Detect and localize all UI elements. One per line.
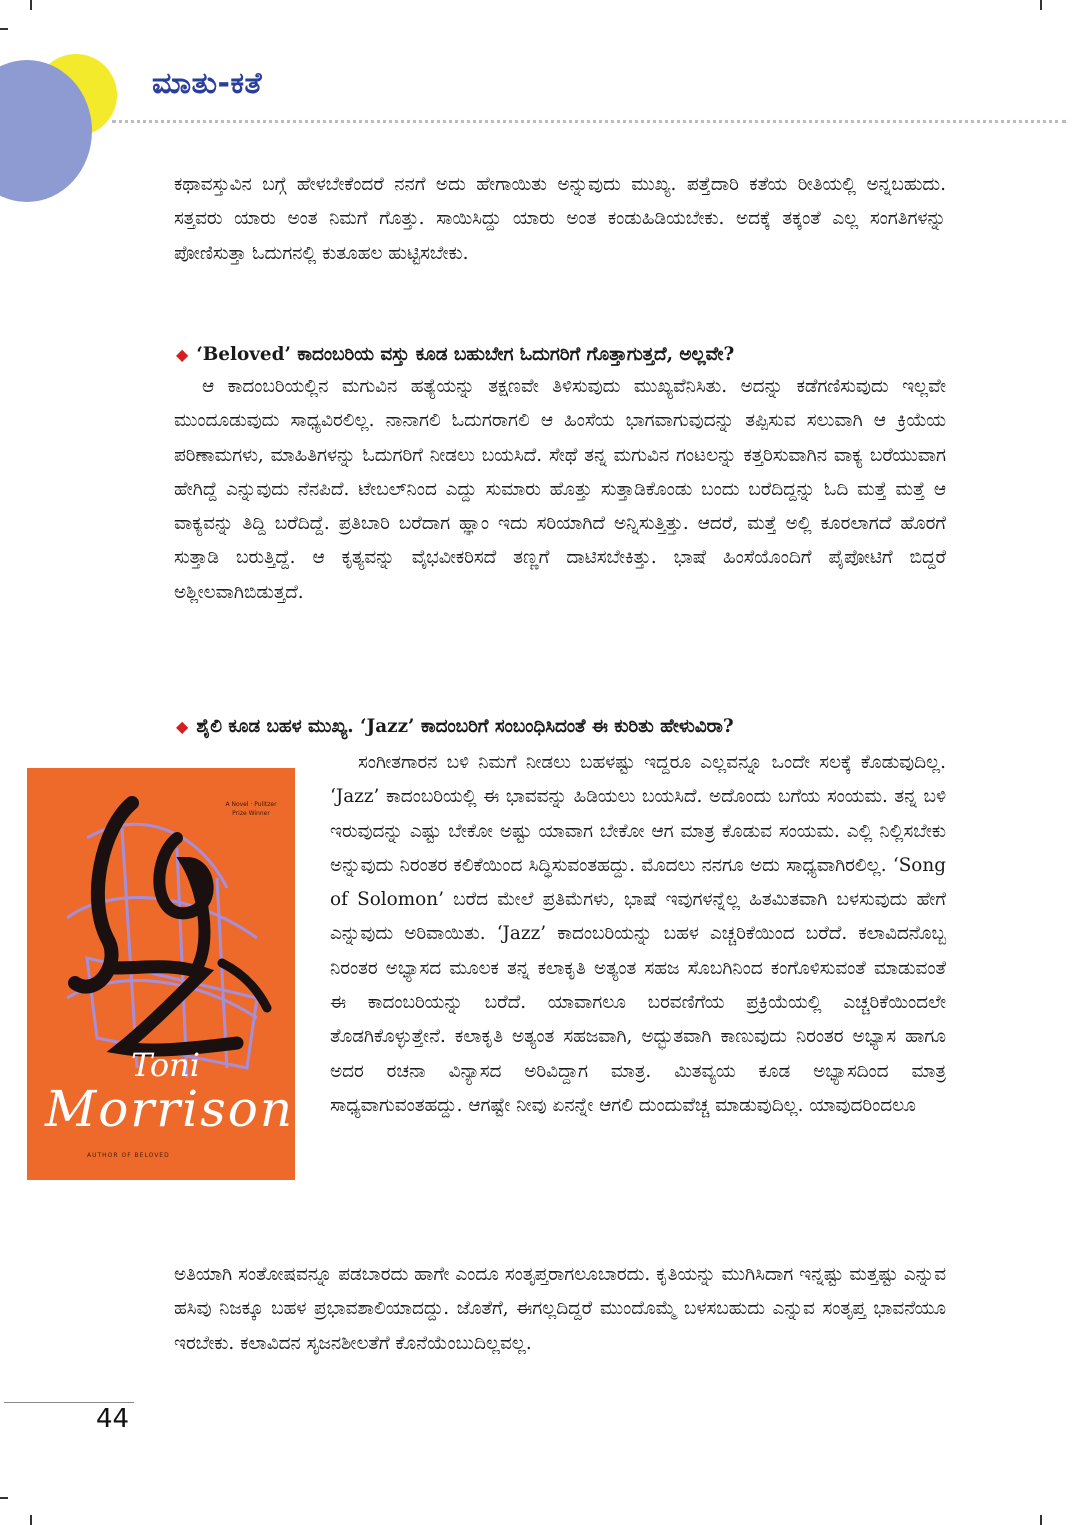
- intro-paragraph: ಕಥಾವಸ್ತುವಿನ ಬಗ್ಗೆ ಹೇಳಬೇಕೆಂದರೆ ನನಗೆ ಅದು ಹೇಗಾಯಿತು ಅನ್ನುವುದು ಮುಖ್ಯ. ಪತ್ತೆದಾರಿ ಕತೆಯ ರೀತಿಯಲ್ಲಿ ಅನ್ನಬಹುದು. ಸತ್ತವರು ಯಾರು ಅಂತ ನಿಮಗೆ ಗೊತ್ತು. ಸಾಯಿಸಿದ್ದು ಯಾರು ಅಂತ ಕಂಡುಹಿಡಿಯಬೇಕು. ಅದಕ್ಕೆ ತಕ್ಕಂತೆ ಎಲ್ಲ ಸಂಗತಿಗಳನ್ನು ಪೋಣಿಸುತ್ತಾ ಓದುಗನಲ್ಲಿ ಕುತೂಹಲ ಹುಟ್ಟಿಸಬೇಕು.: [174, 174, 946, 264]
- question-jazz: [176, 710, 734, 744]
- jazz-book-cover-image: [27, 768, 295, 1180]
- crop-mark: [0, 1497, 8, 1499]
- diamond-bullet-icon: ◆: [176, 717, 189, 736]
- page-number: 44: [96, 1404, 130, 1434]
- header-dotted-rule: [112, 120, 1066, 123]
- book-author-last-name: Morrison: [45, 1080, 295, 1138]
- answer-jazz-side: ಸಂಗೀತಗಾರನ ಬಳಿ ನಿಮಗೆ ನೀಡಲು ಬಹಳಷ್ಟು ಇದ್ದರೂ ಎಲ್ಲವನ್ನೂ ಒಂದೇ ಸಲಕ್ಕೆ ಕೊಡುವುದಿಲ್ಲ. ‘Jazz’ ಕಾದಂಬರಿಯಲ್ಲಿ ಈ ಭಾವವನ್ನು ಹಿಡಿಯಲು ಬಯಸಿದೆ. ಅದೊಂದು ಬಗೆಯ ಸಂಯಮ. ತನ್ನ ಬಳಿ ಇರುವುದನ್ನು ಎಷ್ಟು ಬೇಕೋ ಅಷ್ಟು ಯಾವಾಗ ಬೇಕೋ ಆಗ ಮಾತ್ರ ಕೊಡುವ ಸಂಯಮ. ಎಲ್ಲಿ ನಿಲ್ಲಿಸಬೇಕು ಅನ್ನುವುದು ನಿರಂತರ ಕಲಿಕೆಯಿಂದ ಸಿದ್ಧಿಸುವಂತಹದ್ದು. ಮೊದಲು ನನಗೂ ಅದು ಸಾಧ್ಯವಾಗಿರಲಿಲ್ಲ. ‘Song of Solomon’ ಬರೆದ ಮೇಲೆ ಪ್ರತಿಮೆಗಳು, ಭಾಷೆ ಇವುಗಳನ್ನೆಲ್ಲ ಹಿತಮಿತವಾಗಿ ಬಳಸುವುದು ಹೇಗೆ ಎನ್ನುವುದು ಅರಿವಾಯಿತು. ‘Jazz’ ಕಾದಂಬರಿಯನ್ನು ಬಹಳ ಎಚ್ಚರಿಕೆಯಿಂದ ಬರೆದೆ. ಕಲಾವಿದನೊಬ್ಬ ನಿರಂತರ ಅಭ್ಯಾಸದ ಮೂಲಕ ತನ್ನ ಕಲಾಕೃತಿ ಅತ್ಯಂತ ಸಹಜ ಸೊಬಗಿನಿಂದ ಕಂಗೊಳಿಸುವಂತೆ ಮಾಡುವಂತೆ ಈ ಕಾದಂಬರಿಯನ್ನು ಬರೆದೆ. ಯಾವಾಗಲೂ ಬರವಣಿಗೆಯ ಪ್ರಕ್ರಿಯೆಯಲ್ಲಿ ಎಚ್ಚರಿಕೆಯಿಂದಲೇ ತೊಡಗಿಕೊಳ್ಳುತ್ತೇನೆ. ಕಲಾಕೃತಿ ಅತ್ಯಂತ ಸಹಜವಾಗಿ, ಅದ್ಭುತವಾಗಿ ಕಾಣುವುದು ನಿರಂತರ ಅಭ್ಯಾಸ ಹಾಗೂ ಅದರ ರಚನಾ ವಿನ್ಯಾಸದ ಅರಿವಿದ್ದಾಗ ಮಾತ್ರ. ಮಿತವ್ಯಯ ಕೂಡ ಅಭ್ಯಾಸದಿಂದ ಮಾತ್ರ ಸಾಧ್ಯವಾಗುವಂತಹದ್ದು. ಆಗಷ್ಟೇ ನೀವು ಏನನ್ನೇ ಆಗಲಿ ದುಂದುವೆಚ್ಚ ಮಾಡುವುದಿಲ್ಲ. ಯಾವುದರಿಂದಲೂ: [330, 752, 946, 1116]
- book-author-first-name: Toni: [131, 1046, 200, 1084]
- crop-mark: [30, 0, 32, 10]
- book-cover-bottom-text: AUTHOR OF BELOVED: [87, 1152, 170, 1159]
- crop-mark: [30, 1515, 32, 1525]
- question-beloved: [176, 338, 734, 372]
- section-title: ಮಾತು-ಕತೆ: [152, 66, 263, 101]
- answer-jazz-full: ಅತಿಯಾಗಿ ಸಂತೋಷವನ್ನೂ ಪಡಬಾರದು ಹಾಗೇ ಎಂದೂ ಸಂತೃಪ್ತರಾಗಲೂಬಾರದು. ಕೃತಿಯನ್ನು ಮುಗಿಸಿದಾಗ ಇನ್ನಷ್ಟು ಮತ್ತಷ್ಟು ಎನ್ನುವ ಹಸಿವು ನಿಜಕ್ಕೂ ಬಹಳ ಪ್ರಭಾವಶಾಲಿಯಾದದ್ದು. ಜೊತೆಗೆ, ಈಗಲ್ಲದಿದ್ದರೆ ಮುಂದೊಮ್ಮೆ ಬಳಸಬಹುದು ಎನ್ನುವ ಸಂತೃಪ್ತ ಭಾವನೆಯೂ ಇರಬೇಕು. ಕಲಾವಿದನ ಸೃಜನಶೀಲತೆಗೆ ಕೊನೆಯೆಂಬುದಿಲ್ಲವಲ್ಲ.: [174, 1264, 946, 1354]
- question-text: ‘Beloved’ ಕಾದಂಬರಿಯ ವಸ್ತು ಕೂಡ ಬಹುಬೇಗ ಓದುಗರಿಗೆ ಗೊತ್ತಾಗುತ್ತದೆ, ಅಲ್ಲವೇ?: [196, 344, 735, 365]
- answer-beloved: ಆ ಕಾದಂಬರಿಯಲ್ಲಿನ ಮಗುವಿನ ಹತ್ಯೆಯನ್ನು ತಕ್ಷಣವೇ ತಿಳಿಸುವುದು ಮುಖ್ಯವೆನಿಸಿತು. ಅದನ್ನು ಕಡೆಗಣಿಸುವುದು ಇಲ್ಲವೇ ಮುಂದೂಡುವುದು ಸಾಧ್ಯವಿರಲಿಲ್ಲ. ನಾನಾಗಲಿ ಓದುಗರಾಗಲಿ ಆ ಹಿಂಸೆಯ ಭಾಗವಾಗುವುದನ್ನು ತಪ್ಪಿಸುವ ಸಲುವಾಗಿ ಆ ಕ್ರಿಯೆಯ ಪರಿಣಾಮಗಳು, ಮಾಹಿತಿಗಳನ್ನು ಓದುಗರಿಗೆ ನೀಡಲು ಬಯಸಿದೆ. ಸೇಥೆ ತನ್ನ ಮಗುವಿನ ಗಂಟಲನ್ನು ಕತ್ತರಿಸುವಾಗಿನ ವಾಕ್ಯ ಬರೆಯುವಾಗ ಹೇಗಿದ್ದೆ ಎನ್ನುವುದು ನೆನಪಿದೆ. ಟೇಬಲ್‌ನಿಂದ ಎದ್ದು ಸುಮಾರು ಹೊತ್ತು ಸುತ್ತಾಡಿಕೊಂಡು ಬಂದು ಬರೆದಿದ್ದನ್ನು ಓದಿ ಮತ್ತೆ ಮತ್ತೆ ಆ ವಾಕ್ಯವನ್ನು ತಿದ್ದಿ ಬರೆದಿದ್ದೆ. ಪ್ರತಿಬಾರಿ ಬರೆದಾಗ ಹ್ಞಾಂ ಇದು ಸರಿಯಾಗಿದೆ ಅನ್ನಿಸುತ್ತಿತ್ತು. ಆದರೆ, ಮತ್ತೆ ಅಲ್ಲಿ ಕೂರಲಾಗದೆ ಹೊರಗೆ ಸುತ್ತಾಡಿ ಬರುತ್ತಿದ್ದೆ. ಆ ಕೃತ್ಯವನ್ನು ವೈಭವೀಕರಿಸದೆ ತಣ್ಣಗೆ ದಾಟಿಸಬೇಕಿತ್ತು. ಭಾಷೆ ಹಿಂಸೆಯೊಂದಿಗೆ ಪೈಪೋಟಿಗೆ ಬಿದ್ದರೆ ಅಶ್ಲೀಲವಾಗಿಬಿಡುತ್ತದೆ.: [174, 376, 946, 603]
- book-cover-top-text: A Novel · Pulitzer Prize Winner: [225, 801, 277, 817]
- diamond-bullet-icon: ◆: [176, 345, 189, 364]
- crop-mark: [0, 28, 8, 30]
- question-text: ಶೈಲಿ ಕೂಡ ಬಹಳ ಮುಖ್ಯ. ‘Jazz’ ಕಾದಂಬರಿಗೆ ಸಂಬಂಧಿಸಿದಂತೆ ಈ ಕುರಿತು ಹೇಳುವಿರಾ?: [196, 716, 734, 737]
- crop-mark: [1040, 1515, 1042, 1525]
- crop-mark: [1040, 0, 1042, 10]
- footer-rule: [4, 1402, 134, 1403]
